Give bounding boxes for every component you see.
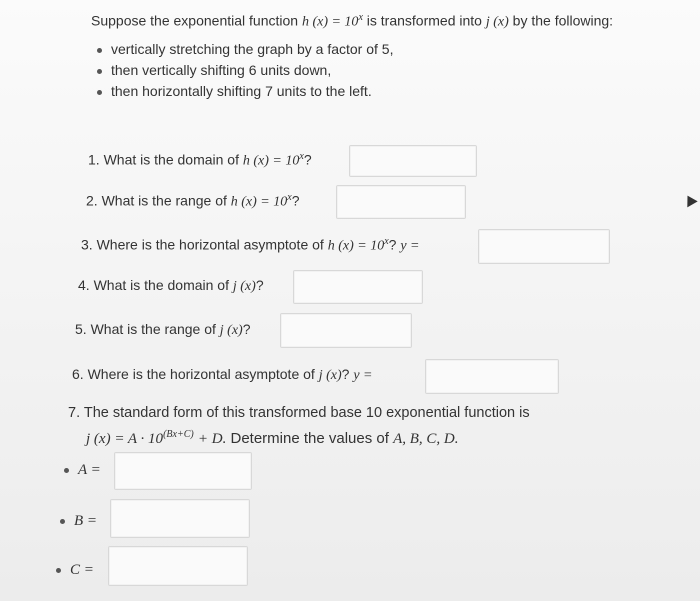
question-5	[75, 321, 251, 339]
question-exp: x	[299, 151, 304, 162]
question-4	[78, 277, 264, 295]
bullet-icon	[97, 90, 102, 95]
question-1	[88, 151, 312, 170]
question-7-intro	[68, 405, 530, 421]
formula-lhs: j (x) = A · 10	[86, 431, 164, 447]
question-number: 5.	[75, 321, 87, 337]
intro-j: j (x)	[485, 14, 509, 30]
question-math: h (x) = 10	[327, 238, 385, 254]
bullet-icon	[64, 468, 69, 473]
bullet-icon	[97, 69, 102, 74]
answer-input-q6[interactable]	[425, 359, 559, 394]
transformation-item	[97, 62, 331, 78]
question-number: 1.	[88, 151, 100, 168]
question-text: What is the range of	[90, 321, 216, 337]
part-c	[56, 561, 94, 579]
answer-input-q3[interactable]	[478, 229, 610, 264]
question-mark: ?	[291, 192, 300, 209]
question-7-vars: A, B, C, D.	[393, 431, 459, 447]
transformation-text: then horizontally shifting 7 units to the left.	[111, 83, 372, 99]
question-math: j (x)	[232, 279, 256, 294]
question-text: What is the domain of	[103, 151, 239, 168]
question-math: j (x)	[318, 368, 342, 383]
answer-input-b[interactable]	[110, 499, 250, 538]
answer-input-c[interactable]	[108, 546, 248, 586]
question-math: j (x)	[219, 323, 243, 338]
question-number: 3.	[81, 236, 93, 253]
part-b	[60, 512, 97, 530]
answer-input-q2[interactable]	[336, 185, 466, 219]
part-label: A =	[78, 462, 101, 478]
question-text: What is the range of	[101, 192, 227, 209]
question-7-text: 7. The standard form of this transformed base 10 exponential function is	[68, 405, 530, 421]
transformation-item	[97, 41, 393, 57]
question-mark: ?	[303, 151, 312, 168]
intro-lead: Suppose the exponential function	[91, 12, 299, 29]
question-6	[72, 366, 373, 384]
mouse-pointer-icon	[682, 193, 697, 208]
intro-tail: by the following:	[512, 12, 614, 29]
transformation-text: vertically stretching the graph by a factor of 5,	[111, 41, 394, 57]
question-number: 4.	[78, 277, 90, 293]
question-exp: x	[384, 236, 389, 247]
bullet-icon	[60, 519, 65, 524]
question-exp: x	[287, 192, 292, 203]
part-label: C =	[70, 562, 94, 578]
part-a	[64, 461, 101, 479]
answer-input-a[interactable]	[114, 452, 252, 490]
question-7-formula	[86, 429, 459, 448]
formula-rhs: + D.	[197, 431, 227, 447]
intro-mid: is transformed into	[366, 12, 482, 29]
question-mark: ?	[242, 321, 251, 337]
question-text: Where is the horizontal asymptote of	[96, 236, 324, 253]
question-tail: y =	[353, 368, 373, 383]
question-number: 6.	[72, 366, 84, 382]
question-mark: ?	[255, 277, 264, 293]
answer-input-q5[interactable]	[280, 313, 412, 348]
question-tail: y =	[400, 238, 420, 254]
transformation-item	[97, 83, 372, 99]
question-text: Where is the horizontal asymptote of	[87, 366, 315, 382]
part-label: B =	[74, 513, 98, 529]
transformation-text: then vertically shifting 6 units down,	[111, 62, 332, 78]
answer-input-q1[interactable]	[349, 145, 477, 177]
intro-text	[91, 12, 613, 31]
intro-h-def: h (x) = 10	[301, 14, 359, 30]
question-7-instruction: Determine the values of	[230, 430, 389, 447]
bullet-icon	[97, 48, 102, 53]
question-math: h (x) = 10	[230, 194, 288, 210]
answer-input-q4[interactable]	[293, 270, 423, 304]
intro-h-exp: x	[358, 12, 363, 23]
question-2	[86, 192, 300, 211]
bullet-icon	[56, 568, 61, 573]
question-math: h (x) = 10	[242, 153, 300, 169]
question-mark: ?	[388, 236, 397, 253]
formula-exp: (Bx+C)	[163, 429, 194, 440]
question-text: What is the domain of	[93, 277, 229, 293]
question-3	[81, 236, 420, 255]
question-mark: ?	[341, 366, 350, 382]
question-number: 2.	[86, 192, 98, 209]
